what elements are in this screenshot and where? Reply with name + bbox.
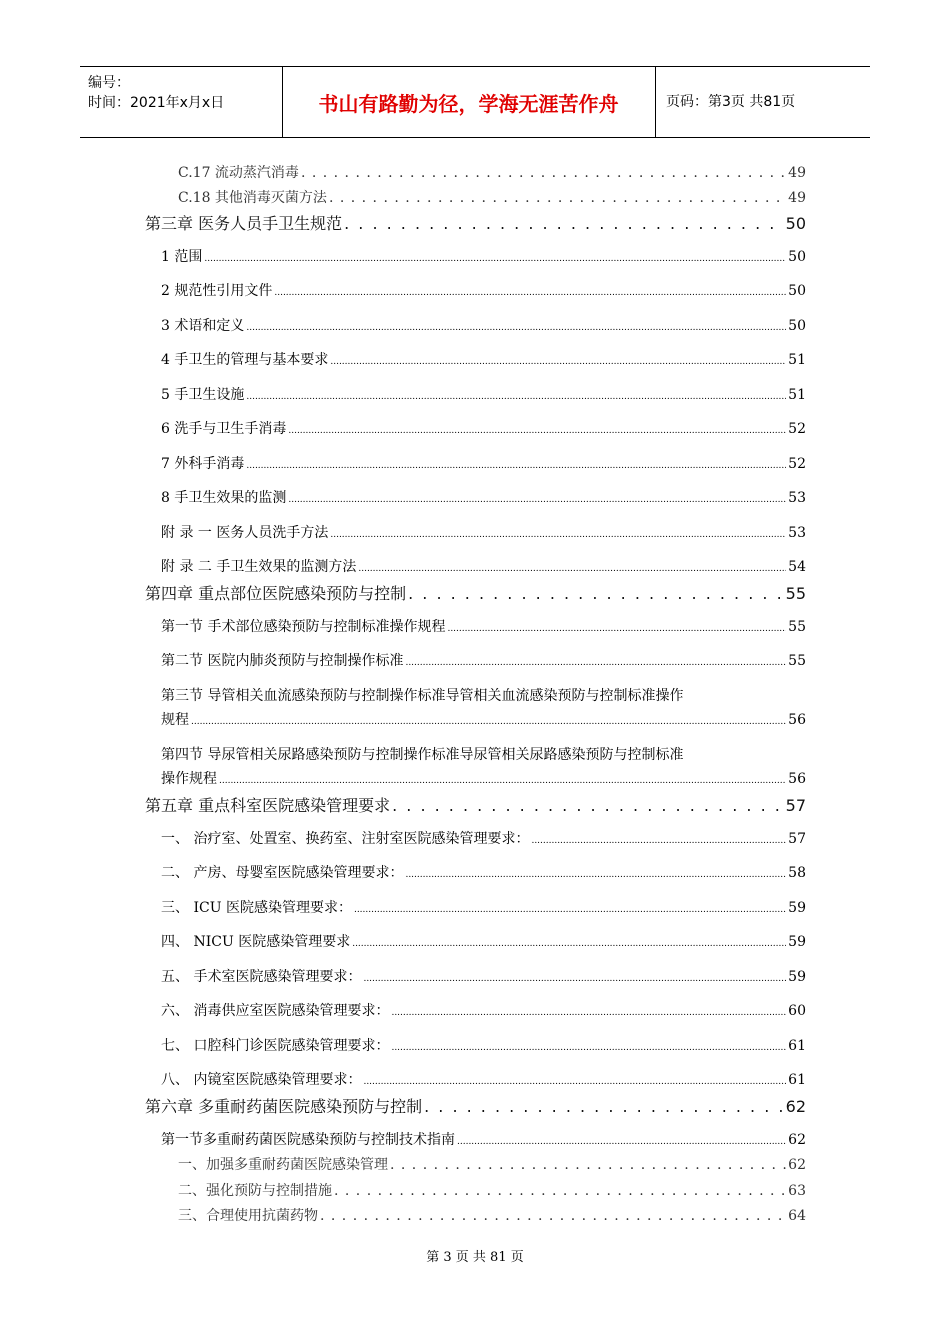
toc-entry-page: 56 <box>788 712 806 728</box>
toc-entry-page: 53 <box>788 525 806 541</box>
toc-entry-page: 57 <box>788 831 806 847</box>
toc-entry[interactable] <box>161 487 806 507</box>
toc-entry-label: 附 录 二 手卫生效果的监测方法 <box>161 559 357 575</box>
toc-leader <box>405 865 786 881</box>
page-footer: 第 3 页 共 81 页 <box>426 1250 524 1265</box>
toc-entry-page: 55 <box>788 619 806 635</box>
toc-leader <box>288 421 786 437</box>
toc-leader <box>334 1183 786 1199</box>
toc-entry-page: 51 <box>788 352 806 368</box>
toc-leader <box>320 1208 786 1224</box>
toc-entry-label: 4 手卫生的管理与基本要求 <box>161 352 329 368</box>
toc-entry[interactable] <box>161 246 806 266</box>
toc-entry-page: 52 <box>788 421 806 437</box>
toc-entry-page: 56 <box>788 771 806 787</box>
toc-leader <box>352 934 786 950</box>
toc-entry[interactable] <box>161 349 806 369</box>
toc-entry[interactable] <box>161 384 806 404</box>
number-label: 编号： <box>88 75 130 91</box>
toc-entry[interactable] <box>161 280 806 300</box>
toc-chapter[interactable] <box>145 211 806 234</box>
toc-entry-page: 62 <box>788 1157 806 1173</box>
toc-entry-page: 50 <box>788 249 806 265</box>
toc-entry[interactable] <box>178 187 806 207</box>
toc-entry-line1[interactable]: 第三节 导管相关血流感染预防与控制操作标准导管相关血流感染预防与控制标准操作 <box>161 688 684 704</box>
toc-entry[interactable] <box>161 522 806 542</box>
toc-entry-label: 第五章 重点科室医院感染管理要求 <box>145 796 391 815</box>
toc-entry-page: 61 <box>788 1072 806 1088</box>
toc-entry-label: 第六章 多重耐药菌医院感染预防与控制 <box>145 1097 423 1116</box>
toc-entry-page: 50 <box>788 283 806 299</box>
toc-entry[interactable] <box>178 1205 806 1225</box>
toc-entry-label: 操作规程 <box>161 771 217 787</box>
toc-chapter[interactable] <box>145 793 806 816</box>
toc-entry-label: 8 手卫生效果的监测 <box>161 490 287 506</box>
toc-leader <box>390 1157 786 1173</box>
toc-entry-label: 七、 口腔科门诊医院感染管理要求： <box>161 1038 390 1054</box>
toc-entry-page: 59 <box>788 900 806 916</box>
toc-entry-label: 1 范围 <box>161 249 203 265</box>
header-motto: 书山有路勤为径，学海无涯苦作舟 <box>318 91 619 116</box>
toc-entry-page: 55 <box>788 653 806 669</box>
toc-entry-label: 二、强化预防与控制措施 <box>178 1183 332 1199</box>
toc-leader <box>246 318 786 334</box>
toc-entry-page: 62 <box>788 1132 806 1148</box>
toc-entry[interactable] <box>161 1035 806 1055</box>
toc-entry-page: 55 <box>785 584 806 603</box>
toc-entry-page: 50 <box>785 214 806 233</box>
toc-entry-page: 61 <box>788 1038 806 1054</box>
toc-leader <box>392 796 784 815</box>
toc-entry[interactable] <box>161 862 806 882</box>
toc-leader <box>457 1132 786 1148</box>
toc-entry[interactable] <box>161 709 806 729</box>
toc-leader <box>330 525 786 541</box>
toc-entry[interactable] <box>178 1154 806 1174</box>
toc-leader <box>447 619 786 635</box>
toc-entry-label: 7 外科手消毒 <box>161 456 245 472</box>
toc-entry[interactable] <box>178 162 806 182</box>
toc-entry-page: 59 <box>788 934 806 950</box>
toc-entry-label: 第三章 医务人员手卫生规范 <box>145 214 343 233</box>
toc-entry-label: 五、 手术室医院感染管理要求： <box>161 969 362 985</box>
toc-entry-page: 57 <box>785 796 806 815</box>
toc-leader <box>301 165 786 181</box>
toc-leader <box>329 190 786 206</box>
toc-entry-label: 一、加强多重耐药菌医院感染管理 <box>178 1157 388 1173</box>
toc-entry-page: 63 <box>788 1183 806 1199</box>
toc-entry[interactable] <box>178 1180 806 1200</box>
time-label: 时间：2021年x月x日 <box>88 95 225 111</box>
toc-entry[interactable] <box>161 931 806 951</box>
toc-entry-page: 64 <box>788 1208 806 1224</box>
toc-entry-label: C.17 流动蒸汽消毒 <box>178 165 299 181</box>
toc-entry-page: 59 <box>788 969 806 985</box>
toc-leader <box>246 387 786 403</box>
toc-leader <box>363 969 786 985</box>
toc-entry[interactable] <box>161 453 806 473</box>
toc-entry-page: 51 <box>788 387 806 403</box>
toc-leader <box>424 1097 784 1116</box>
toc-leader <box>330 352 786 368</box>
toc-leader <box>408 584 784 603</box>
toc-entry[interactable] <box>161 1129 806 1149</box>
toc-entry-page: 53 <box>788 490 806 506</box>
toc-leader <box>391 1003 786 1019</box>
toc-entry-label: 2 规范性引用文件 <box>161 283 273 299</box>
toc-leader <box>354 900 786 916</box>
toc-entry[interactable] <box>161 418 806 438</box>
toc-entry-page: 49 <box>788 165 806 181</box>
toc-entry-label: 三、合理使用抗菌药物 <box>178 1208 318 1224</box>
toc-leader <box>219 771 786 787</box>
toc-leader <box>204 249 786 265</box>
toc-entry[interactable] <box>161 650 806 670</box>
toc-entry-page: 60 <box>788 1003 806 1019</box>
toc-entry-label: 5 手卫生设施 <box>161 387 245 403</box>
toc-leader <box>358 559 786 575</box>
toc-leader <box>405 653 786 669</box>
toc-entry-label: 第一节 手术部位感染预防与控制标准操作规程 <box>161 619 446 635</box>
toc-entry-page: 50 <box>788 318 806 334</box>
toc-entry[interactable] <box>161 1069 806 1089</box>
toc-entry[interactable] <box>161 315 806 335</box>
toc-entry-label: C.18 其他消毒灭菌方法 <box>178 190 327 206</box>
toc-entry-label: 附 录 一 医务人员洗手方法 <box>161 525 329 541</box>
toc-entry-page: 58 <box>788 865 806 881</box>
toc-entry[interactable] <box>161 966 806 986</box>
toc-chapter[interactable] <box>145 581 806 604</box>
toc-leader <box>531 831 786 847</box>
toc-entry-label: 6 洗手与卫生手消毒 <box>161 421 287 437</box>
toc-entry[interactable] <box>161 768 806 788</box>
toc-entry[interactable] <box>161 1000 806 1020</box>
toc-entry-label: 四、 NICU 医院感染管理要求 <box>161 934 351 950</box>
toc-entry[interactable] <box>161 556 806 576</box>
toc-entry-label: 第二节 医院内肺炎预防与控制操作标准 <box>161 653 404 669</box>
header-page-label: 页码：第3页 共81页 <box>666 94 796 110</box>
toc-entry-label: 一、 治疗室、处置室、换药室、注射室医院感染管理要求： <box>161 831 530 847</box>
toc-leader <box>246 456 786 472</box>
toc-leader <box>288 490 786 506</box>
toc-entry-label: 二、 产房、母婴室医院感染管理要求： <box>161 865 404 881</box>
toc-entry-label: 三、 ICU 医院感染管理要求： <box>161 900 352 916</box>
toc-entry-line1[interactable]: 第四节 导尿管相关尿路感染预防与控制操作标准导尿管相关尿路感染预防与控制标准 <box>161 747 684 763</box>
toc-chapter[interactable] <box>145 1094 806 1117</box>
toc-leader <box>363 1072 786 1088</box>
toc-entry[interactable] <box>161 828 806 848</box>
toc-entry-page: 62 <box>785 1097 806 1116</box>
toc-entry-label: 八、 内镜室医院感染管理要求： <box>161 1072 362 1088</box>
toc-entry-label: 六、 消毒供应室医院感染管理要求： <box>161 1003 390 1019</box>
toc-entry-label: 3 术语和定义 <box>161 318 245 334</box>
toc-entry-label: 第一节多重耐药菌医院感染预防与控制技术指南 <box>161 1132 455 1148</box>
toc-entry[interactable] <box>161 616 806 636</box>
toc-entry-label: 规程 <box>161 712 189 728</box>
toc-entry-page: 54 <box>788 559 806 575</box>
toc-entry-page: 49 <box>788 190 806 206</box>
toc-entry-page: 52 <box>788 456 806 472</box>
toc-leader <box>274 283 786 299</box>
toc-leader <box>344 214 784 233</box>
toc-entry[interactable] <box>161 897 806 917</box>
toc-leader <box>191 712 786 728</box>
toc-entry-label: 第四章 重点部位医院感染预防与控制 <box>145 584 407 603</box>
toc-leader <box>391 1038 786 1054</box>
